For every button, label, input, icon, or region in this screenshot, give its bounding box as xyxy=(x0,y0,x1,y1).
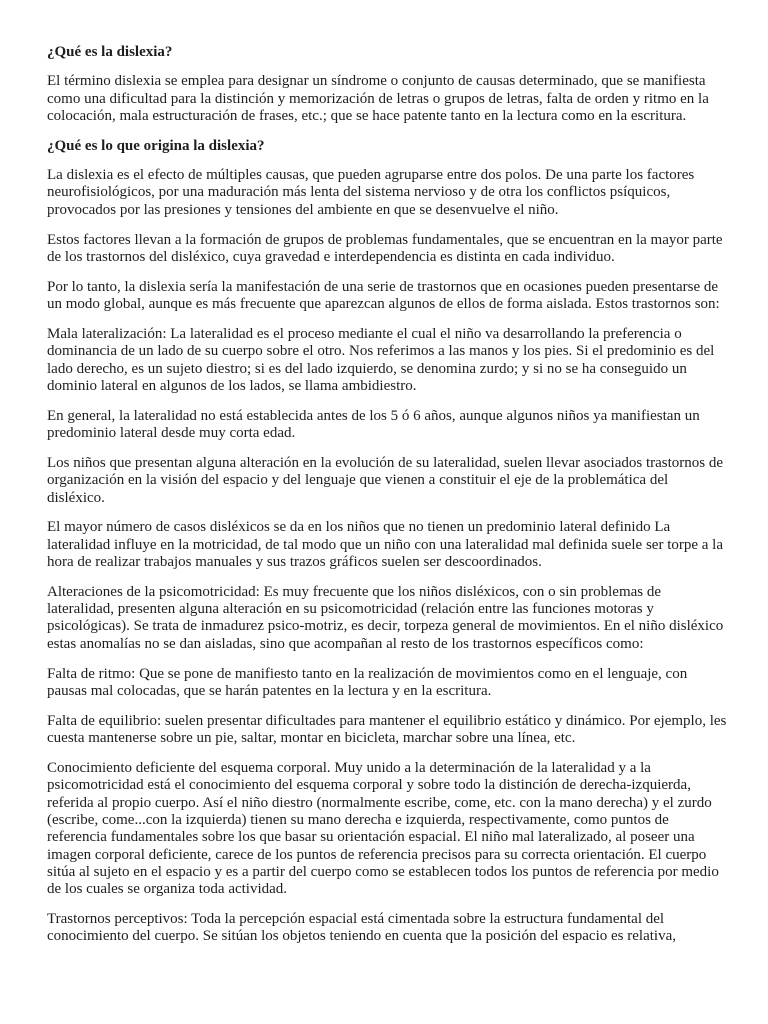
paragraph-mala-lateralizacion: Mala lateralización: La lateralidad es el proceso mediante el cual el niño va desarrollando la preferencia o dominancia de un lado de su cuerpo sobre el otro. Nos referimos a las manos y los pies. Si el predominio es del lado derecho, es un sujeto diestro; si es del lado izquierdo, se denomina zurdo; y si no se ha conseguido un dominio lateral en algunos de los lados, se llama ambidiestro. xyxy=(47,325,715,394)
paragraph-psicomotricidad: Alteraciones de la psicomotricidad: Es muy frecuente que los niños disléxicos, con o sin problemas de lateralidad, presenten alguna alteración en su psicomotricidad (relación entre las funciones motoras y psicológicas). Se trata de inmadurez psico-motriz, es decir, torpeza general de movimientos. En el niño disléxico estas anomalías no se dan aisladas, sino que acompañan al resto de los trastornos específicos como: xyxy=(47,583,724,652)
paragraph-lateralidad-edad: En general, la lateralidad no está establecida antes de los 5 ó 6 años, aunque algunos niños ya manifiestan un predominio lateral desde muy corta edad. xyxy=(47,407,700,442)
paragraph-falta-equilibrio: Falta de equilibrio: suelen presentar dificultades para mantener el equilibrio estático y dinámico. Por ejemplo, les cuesta mantenerse sobre un pie, saltar, montar en bicicleta, marchar sobre una línea, etc. xyxy=(47,712,727,747)
heading-origen-dislexia: ¿Qué es lo que origina la dislexia? xyxy=(47,137,265,154)
document-page xyxy=(47,44,729,958)
paragraph-alteracion-lateralidad: Los niños que presentan alguna alteración en la evolución de su lateralidad, suelen llevar asociados trastornos de organización en la visión del espacio y del lenguaje que vienen a constituir el eje de la problemática del disléxico. xyxy=(47,454,724,506)
paragraph-casos-dislexicos: El mayor número de casos disléxicos se da en los niños que no tienen un predominio lateral definido La lateralidad influye en la motricidad, de tal modo que un niño con una lateralidad mal definida suele ser torpe a la hora de realizar trabajos manuales y sus trazos gráficos suelen ser descoordinados. xyxy=(47,519,724,570)
paragraph-causas: La dislexia es el efecto de múltiples causas, que pueden agruparse entre dos polos. De una parte los factores neurofisiológicos, por una maduración más lenta del sistema nervioso y de otra los conflictos psíquicos, provocados por las presiones y tensiones del ambiente en que se desenvuelve el niño. xyxy=(47,167,695,218)
paragraph-falta-ritmo: Falta de ritmo: Que se pone de manifiesto tanto en la realización de movimientos como en el lenguaje, con pausas mal colocadas, que se harán patentes en la lectura y en la escritura. xyxy=(47,665,688,699)
paragraph-factores: Estos factores llevan a la formación de grupos de problemas fundamentales, que se encuentran en la mayor parte de los trastornos del disléxico, cuya gravedad e interdependencia es distinta en cada individuo. xyxy=(47,231,723,265)
paragraph-trastornos: Por lo tanto, la dislexia sería la manifestación de una serie de trastornos que en ocasiones pueden presentarse de un modo global, aunque es más frecuente que aparezcan algunos de ellos de forma aislada. Estos trastornos son: xyxy=(47,278,720,313)
heading-que-es-dislexia: ¿Qué es la dislexia? xyxy=(47,44,173,60)
paragraph-esquema-corporal: Conocimiento deficiente del esquema corporal. Muy unido a la determinación de la lateralidad y a la psicomotricidad está el conocimiento del esquema corporal y sobre todo la distinción de derecha-izquierda, referida al propio cuerpo. Así el niño diestro (normalmente escribe, come, etc. con la mano derecha) y el zurdo (escribe, come...con la izquierda) tienen su mano derecha e izquierda, respectivamente, como puntos de referencia fundamentales sobre los que basar su orientación espacial. El niño mal lateralizado, al poseer una imagen corporal deficiente, carece de los puntos de referencia precisos para su correcta orientación. El cuerpo sitúa al sujeto en el espacio y es a partir del cuerpo como se establecen todos los puntos de referencia por medio de los cuales se organiza toda actividad. xyxy=(47,760,719,898)
paragraph-definicion: El término dislexia se emplea para designar un síndrome o conjunto de causas determinado, que se manifiesta como una dificultad para la distinción y memorización de letras o grupos de letras, falta de orden y ritmo en la colocación, mala estructuración de frases, etc.; que se hace patente tanto en la lectura como en la escritura. xyxy=(47,73,709,124)
paragraph-trastornos-perceptivos: Trastornos perceptivos: Toda la percepción espacial está cimentada sobre la estructura fundamental del conocimiento del cuerpo. Se sitúan los objetos teniendo en cuenta que la posición del espacio es relativa, xyxy=(47,911,676,945)
